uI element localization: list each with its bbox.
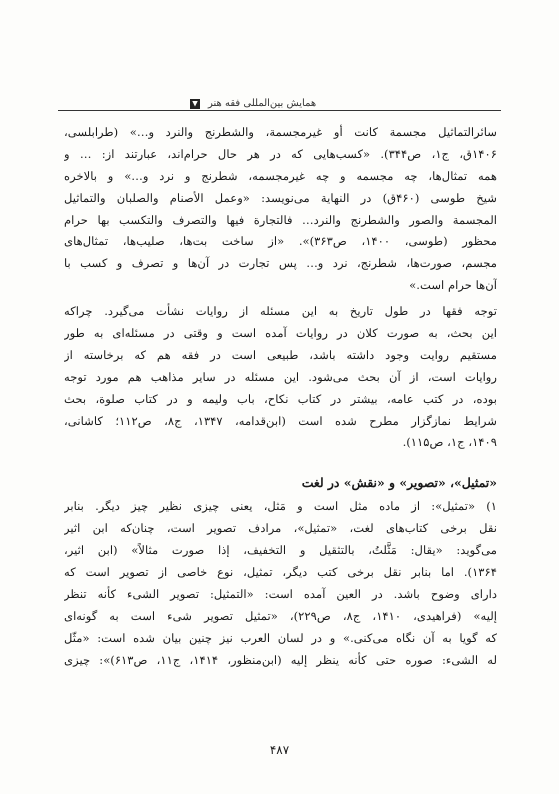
section-heading: «تمثیل»، «تصویر» و «نقش» در لغت <box>301 475 497 491</box>
header-divider <box>58 110 501 111</box>
text-line: شرایط نمازگزار مطرح شده است (ابن‌قدامه، ۱۳۴۷، ج۸، ص۱۱۲؛ کاشانی، <box>64 413 497 428</box>
text-line: ۱۴۰۶ق، ج۱، ص۳۴۴). «کسب‌هایی که در هر حال حرام‌اند، عبارتند از: … و <box>64 146 497 161</box>
text-line: روایات است، از آن بحث می‌شود. این مسئله در سایر مذاهب هم مورد توجه <box>64 369 497 384</box>
header-ornament-icon <box>190 99 200 109</box>
running-header <box>190 98 501 109</box>
text-line: آن‌ها حرام است.» <box>409 278 497 293</box>
text-line: می‌گوید: «یقال: مَثَّلتُ، بالتثقیل و التخفیف، إذا صورت مثالاً» (ابن اثیر، <box>64 543 497 558</box>
body-text <box>64 122 497 671</box>
text-line: بوده، در کتب عامه، بیشتر در کتاب نکاح، باب ولیمه و در کتاب صلوة، بحث <box>64 391 497 406</box>
text-line: مستقیم روایت وجود داشته باشد، طبیعی است در فقه هم که برخاسته از <box>64 347 497 362</box>
text-line: ۱) «تمثیل»: از ماده مثل است و مَثل، یعنی چیزی نظیر چیز دیگر. بنابر <box>64 499 497 514</box>
paragraph-continuation <box>64 122 497 297</box>
text-line: شیخ طوسی (۴۶۰ق) در النهایة می‌نویسد: «وعمل الأصنام والصلبان والتماثیل <box>64 190 497 205</box>
running-header-title: همایش بین‌المللی فقه هنر <box>208 98 317 109</box>
paragraph-tamthil-definition <box>64 496 497 671</box>
text-line: سائرالتماثیل مجسمة کانت أو غیرمجسمة، والشطرنج والنرد و…» (طرابلسی، <box>64 125 497 139</box>
paragraph-jurists-attention <box>64 301 497 454</box>
text-line: مجسم، صورت‌ها، شطرنج، نرد و… پس تجارت در آن‌ها و تصرف و کسب با <box>64 256 497 271</box>
text-line: ۱۴۰۹، ج۱، ص۱۱۵). <box>402 435 497 450</box>
text-line: المجسمة والصور والشطرنج والنرد… فالتجارة فیها والتصرف والتکسب بها حرام <box>64 212 497 227</box>
text-line: این بحث، به صورت کلان در روایات آمده است و وقتی در مسئله‌ای به طور <box>64 326 497 341</box>
text-line: همه تمثال‌ها، چه مجسمه و چه غیرمجسمه، شطرنج و نرد و…» و بالاخره <box>64 168 497 183</box>
text-line: ۱۳۶۴). اما بنابر نقل برخی کتب دیگر، تمثیل، نوع خاصی از تصویر است که <box>64 565 497 580</box>
page-number: ۴۸۷ <box>269 743 290 757</box>
text-line: نقل برخی کتاب‌های لغت، «تمثیل»، مرادف تصویر است، چنان‌که ابن اثیر <box>64 521 497 536</box>
text-line: محظور (طوسی، ۱۴۰۰، ص۳۶۳)». «از ساخت بت‌ها، صلیب‌ها، تمثال‌های <box>64 234 497 249</box>
text-line: دارای وضوح باشد. در العین آمده است: «التمثیل: تصویر الشیء کأنه تنظر <box>64 586 497 601</box>
text-line: توجه فقها در طول تاریخ به این مسئله از روایات نشأت می‌گیرد. چراکه <box>64 304 497 319</box>
text-line: إلیه» (فراهیدی، ۱۴۱۰، ج۸، ص۲۲۹)، «تمثیل تصویر شیء است به گونه‌ای <box>64 608 497 623</box>
text-line: له الشیء: صوره حتی کأنه ینظر إلیه (ابن‌منظور، ۱۴۱۴، ج۱۱، ص۶۱۳)»: چیزی <box>64 652 497 667</box>
text-line: که گویا به آن نگاه می‌کنی.» و در لسان العرب نیز چنین بیان شده است: «مثّل <box>64 630 497 645</box>
